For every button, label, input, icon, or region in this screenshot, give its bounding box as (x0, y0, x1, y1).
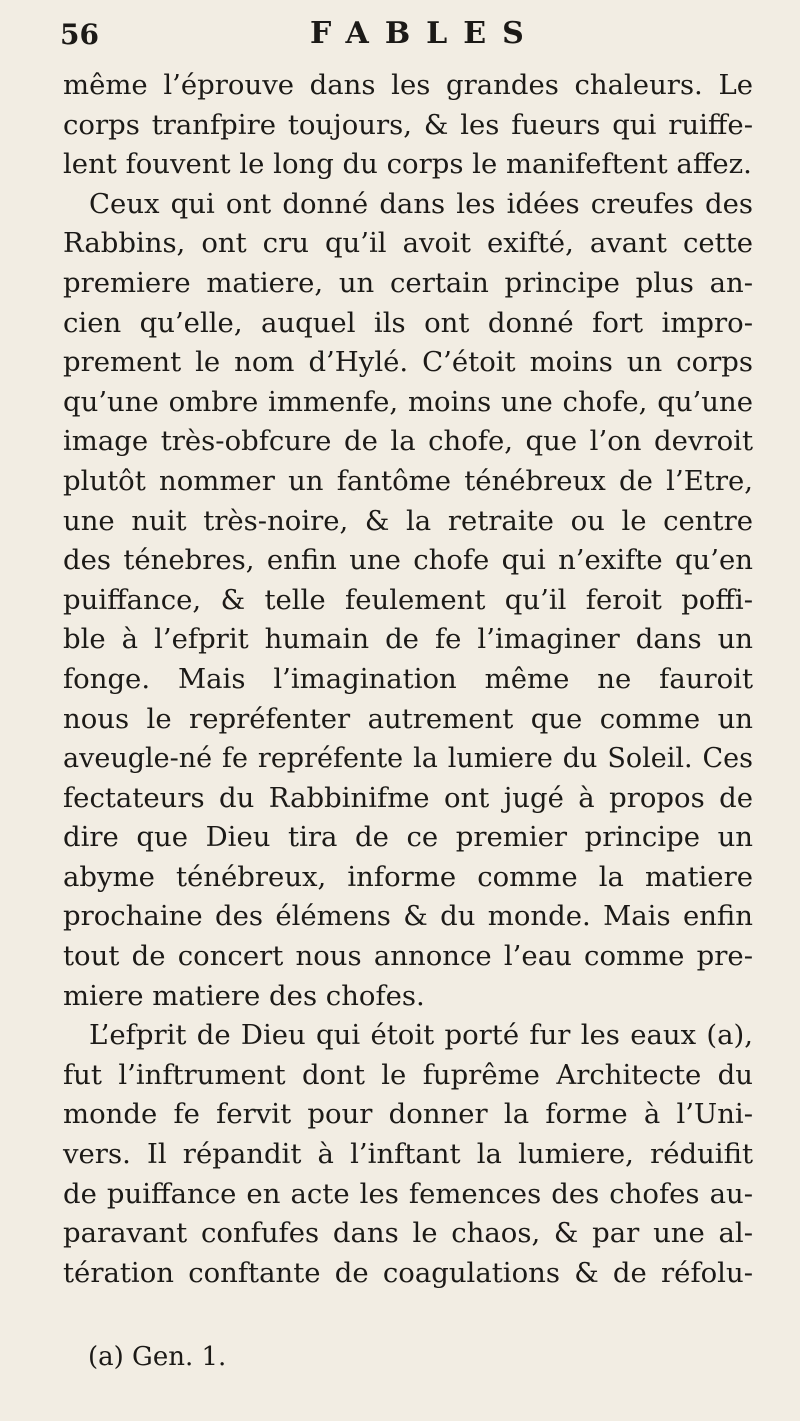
text-line: même l’éprouve dans les grandes chaleurs. Le (63, 69, 753, 101)
text-line: image très-obfcure de la chofe, que l’on devroit (63, 425, 753, 458)
text-line: fectateurs du Rabbinifme ont jugé à propos de (63, 781, 753, 814)
text-line: fonge. Mais l’imagination même ne fauroit (63, 662, 753, 695)
text-line: Rabbins, ont cru qu’il avoit exifté, avant cette (63, 227, 753, 260)
text-line: cien qu’elle, auquel ils ont donné fort impro- (63, 306, 753, 339)
text-line: nous le repréfenter autrement que comme un (63, 702, 753, 735)
text-line: Ceux qui ont donné dans les idées creufes des (89, 187, 753, 220)
footnote: (a) Gen. 1. (88, 1342, 227, 1372)
text-line: abyme ténébreux, informe comme la matiere (63, 860, 753, 893)
text-line: puiffance, & telle feulement qu’il feroit poffi- (63, 583, 753, 616)
text-line: prochaine des élémens & du monde. Mais enfin (63, 900, 753, 933)
running-header (60, 14, 750, 58)
text-line: dire que Dieu tira de ce premier principe un (63, 821, 753, 854)
text-line: des ténebres, enfin une chofe qui n’exifte qu’en (63, 544, 753, 577)
text-line: tout de concert nous annonce l’eau comme pre- (63, 940, 753, 973)
text-line: vers. Il répandit à l’inftant la lumiere, réduifit (63, 1138, 753, 1171)
text-line: L’efprit de Dieu qui étoit porté fur les eaux (a), (89, 1019, 753, 1052)
text-line: corps tranfpire toujours, & les fueurs qui ruiffe- (63, 108, 753, 141)
body-text (63, 66, 753, 1293)
text-line: prement le nom d’Hylé. C’étoit moins un corps (63, 346, 753, 379)
running-title: FABLES (310, 16, 540, 51)
text-line: aveugle-né fe repréfente la lumiere du Soleil. Ces (63, 743, 753, 775)
text-line: fut l’inftrument dont le fuprême Architecte du (63, 1058, 753, 1091)
text-line: plutôt nommer un fantôme ténébreux de l’Etre, (63, 464, 753, 497)
text-line: miere matiere des chofes. (63, 979, 425, 1012)
text-line: de puiffance en acte les femences des chofes au- (63, 1177, 753, 1210)
text-line: premiere matiere, un certain principe plus an- (63, 266, 753, 299)
text-line: paravant confufes dans le chaos, & par une al- (63, 1217, 753, 1250)
text-line: monde fe fervit pour donner la forme à l’Uni- (63, 1098, 753, 1131)
text-line: lent fouvent le long du corps le manifeftent affez. (63, 148, 752, 181)
text-line: tération conftante de coagulations & de réfolu- (63, 1256, 753, 1289)
text-line: une nuit très-noire, & la retraite ou le centre (63, 504, 753, 537)
text-line: qu’une ombre immenfe, moins une chofe, qu’une (63, 385, 753, 418)
text-line: ble à l’efprit humain de fe l’imaginer dans un (63, 623, 753, 656)
page-number: 56 (60, 18, 99, 51)
